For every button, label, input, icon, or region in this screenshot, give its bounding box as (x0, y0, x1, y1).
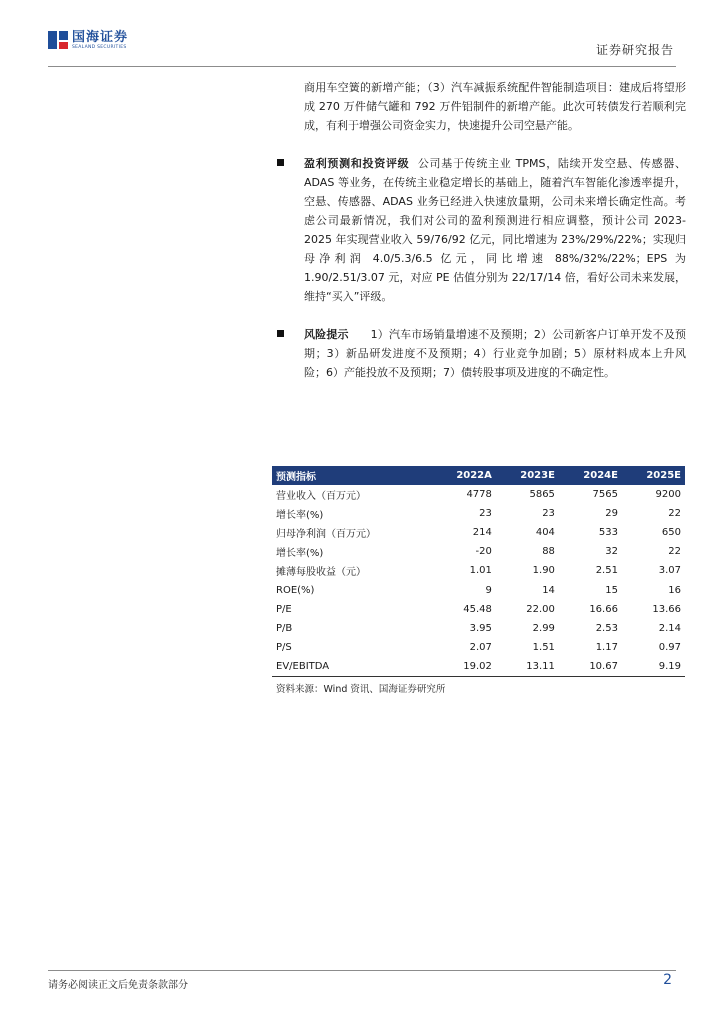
table-cell: 16.66 (589, 603, 618, 615)
table-cell: 2.53 (595, 622, 618, 634)
table-cell: 2.51 (595, 565, 618, 577)
footer-divider (48, 970, 676, 971)
table-row (272, 504, 685, 523)
footer-disclaimer: 请务必阅读正文后免责条款部分 (48, 980, 188, 991)
table-cell: 3.07 (658, 565, 681, 577)
row-label: P/E (276, 603, 292, 615)
row-label: 摊薄每股收益（元） (276, 567, 366, 579)
main-content (304, 78, 686, 382)
risk-heading: 风险提示 (304, 328, 349, 341)
table-cell: 23 (479, 508, 492, 520)
row-label: 营业收入（百万元） (276, 491, 366, 503)
table-source-note: 资料来源：Wind 资讯、国海证券研究所 (276, 684, 446, 695)
table-cell: 404 (535, 527, 555, 539)
table-cell: -20 (475, 546, 492, 558)
table-cell: 32 (605, 546, 618, 558)
column-header: 预测指标 (272, 466, 432, 485)
page-number: 2 (663, 972, 672, 988)
row-label: 增长率(%) (276, 548, 324, 560)
table-row (272, 485, 685, 504)
risk-body: 1）汽车市场销量增速不及预期；2）公司新客户订单开发不及预期；3）新品研发进度不及预期；4）行业竞争加剧；5）原材料成本上升风险；6）产能投放不及预期；7）债转股事项及进度的不确定性。 (304, 328, 687, 379)
logo-icon (48, 30, 68, 50)
table-row (272, 657, 685, 677)
table-cell: 23 (542, 508, 555, 520)
table-cell: 9.19 (622, 657, 685, 677)
row-label: EV/EBITDA (272, 657, 432, 677)
table-cell: 2.14 (658, 622, 681, 634)
bullet-icon (277, 330, 284, 337)
table-cell: 1.17 (595, 641, 618, 653)
table-cell: 19.02 (432, 657, 496, 677)
report-type-label: 证券研究报告 (595, 43, 674, 57)
table-cell: 1.51 (532, 641, 555, 653)
intro-paragraph: 商用车空簧的新增产能；（3）汽车减振系统配件智能制造项目：建成后将望形成 270 万件储气罐和 792 万件铝制件的新增产能。此次可转债发行若顺利完成，有利于增强公司资金实力，快速提升公司空悬产能。 (304, 81, 686, 132)
table-row (272, 638, 685, 657)
table-cell: 22.00 (526, 603, 555, 615)
table-cell: 22 (668, 546, 681, 558)
row-label: P/S (276, 641, 292, 653)
table-row (272, 600, 685, 619)
logo-text: 国海证券 (72, 29, 129, 45)
table-header-row (272, 466, 685, 485)
table-cell: 533 (598, 527, 618, 539)
table-cell: 9 (485, 584, 492, 596)
table-cell: 7565 (592, 489, 618, 501)
row-label: P/B (276, 622, 293, 634)
table-row (272, 580, 685, 599)
earnings-body: 公司基于传统主业 TPMS，陆续开发空悬、传感器、ADAS 等业务，在传统主业稳定增长的基础上，随着汽车智能化渗透率提升，空悬、传感器、ADAS 业务已经进入快速放量期，公司未来增长确定性高。考虑公司最新情况，我们对公司的盈利预测进行相应调整，预计公司 2023-2025 年实现营业收入 59/76/92 亿元，同比增速为 23%/29%/22%；实现归母净利润 4.0/5.3/6.5 亿元，同比增速 88%/32%/22%；EPS 为 1.90/2.51/3.07 元，对应 PE 估值分别为 22/17/14 倍，看好公司未来发展，维持“买入”评级。 (304, 157, 687, 303)
table-cell: 45.48 (463, 603, 492, 615)
table-cell: 2.07 (469, 641, 492, 653)
column-header: 2025E (622, 466, 685, 485)
table-row (272, 561, 685, 580)
table-cell: 1.90 (532, 565, 555, 577)
earnings-section (304, 154, 686, 306)
row-label: 增长率(%) (276, 510, 324, 522)
page-header (48, 24, 676, 67)
table-cell: 3.95 (469, 622, 492, 634)
table-cell: 214 (472, 527, 492, 539)
table-cell: 13.66 (652, 603, 681, 615)
table-cell: 5865 (529, 489, 555, 501)
column-header: 2023E (496, 466, 559, 485)
column-header: 2022A (432, 466, 496, 485)
table-cell: 14 (542, 584, 555, 596)
logo-subtext: SEALAND SECURITIES (72, 44, 127, 50)
table-row (272, 619, 685, 638)
table-row (272, 523, 685, 542)
table-cell: 88 (542, 546, 555, 558)
table-cell: 13.11 (496, 657, 559, 677)
table-row (272, 542, 685, 561)
forecast-table (272, 466, 685, 677)
table-cell: 0.97 (658, 641, 681, 653)
table-cell: 2.99 (532, 622, 555, 634)
row-label: 归母净利润（百万元） (276, 529, 376, 541)
table-cell: 10.67 (559, 657, 622, 677)
table-cell: 9200 (655, 489, 681, 501)
table-cell: 16 (668, 584, 681, 596)
earnings-heading: 盈利预测和投资评级 (304, 157, 410, 170)
column-header: 2024E (559, 466, 622, 485)
table-cell: 22 (668, 508, 681, 520)
company-logo (48, 30, 128, 50)
bullet-icon (277, 159, 284, 166)
table-cell: 4778 (466, 489, 492, 501)
risk-section (304, 325, 686, 382)
table-cell: 1.01 (469, 565, 492, 577)
table-cell: 15 (605, 584, 618, 596)
table-cell: 29 (605, 508, 618, 520)
table-cell: 650 (661, 527, 681, 539)
row-label: ROE(%) (276, 584, 315, 596)
